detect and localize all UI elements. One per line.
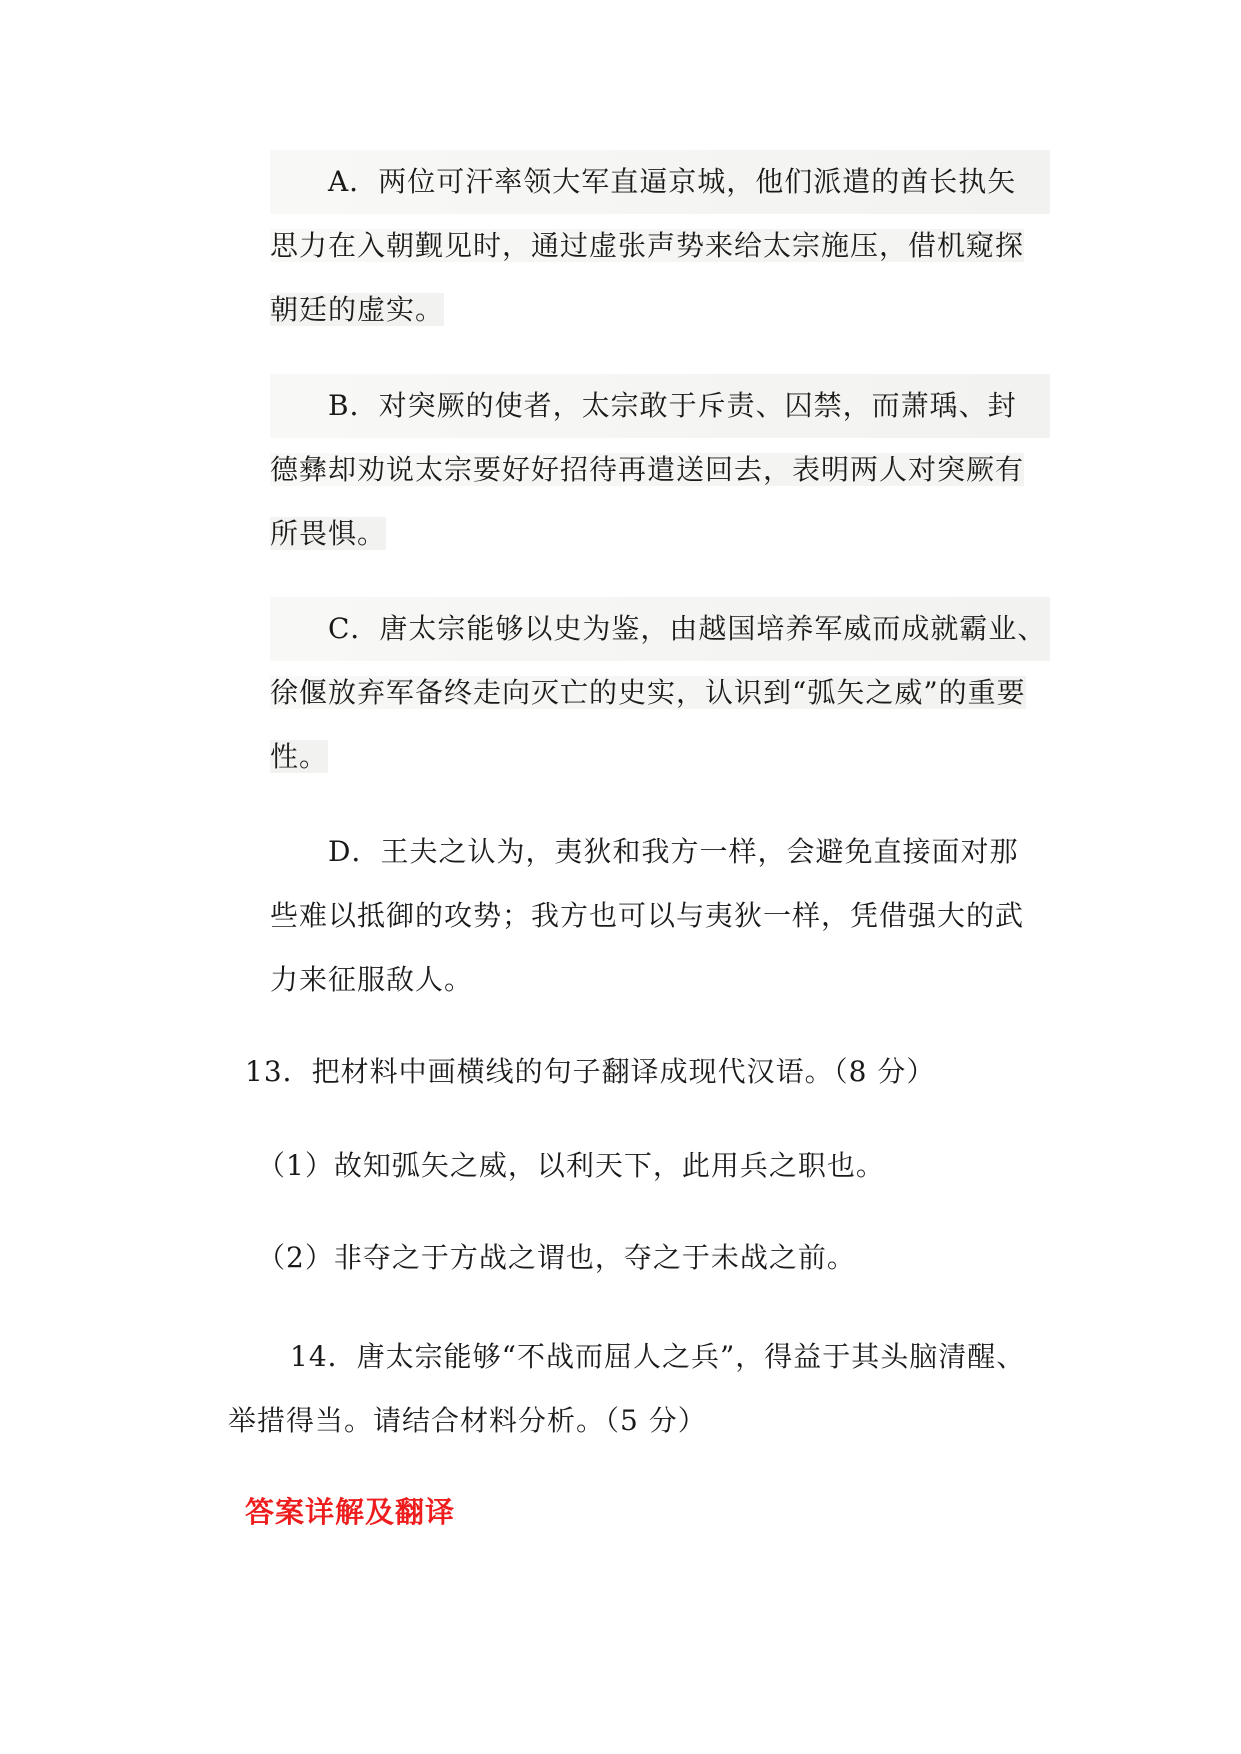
option-d-text: 些难以抵御的攻势；我方也可以与夷狄一样，凭借强大的武力来征服敌人。 [270,899,1025,996]
question-14 [228,1325,1068,1453]
option-a-line1: A．两位可汗率领大军直逼京城，他们派遣的酋长执矢 [270,150,1050,214]
option-d-line1: D．王夫之认为，夷狄和我方一样，会避免直接面对那 [328,835,1019,868]
question-13-item-1: （1）故知弧矢之威，以利天下，此用兵之职也。 [257,1149,885,1182]
option-b-text: 德彝却劝说太宗要好好招待再遣送回去，表明两人对突厥有所畏惧。 [270,453,1025,550]
option-c-text: 徐偃放弃军备终走向灭亡的史实，认识到“弧矢之威”的重要性。 [270,676,1026,773]
option-b [270,374,1050,566]
question-13-item-2: （2）非夺之于方战之谓也，夺之于未战之前。 [257,1241,856,1274]
question-14-text: 举措得当。请结合材料分析。（5 分） [228,1404,707,1437]
question-13-prompt: 13．把材料中画横线的句子翻译成现代汉语。（8 分） [245,1055,936,1088]
question-14-line1: 14．唐太宗能够“不战而屈人之兵”，得益于其头脑清醒、 [290,1340,1026,1373]
option-c-line1: C．唐太宗能够以史为鉴，由越国培养军威而成就霸业、 [270,597,1050,661]
option-b-line1: B．对突厥的使者，太宗敢于斥责、囚禁，而萧瑀、封 [270,374,1050,438]
answer-heading: 答案详解及翻译 [245,1495,456,1529]
option-c [270,597,1050,789]
option-a-text: 思力在入朝觐见时，通过虚张声势来给太宗施压，借机窥探朝廷的虚实。 [270,229,1025,326]
option-d [270,820,1050,1012]
option-a [270,150,1050,342]
